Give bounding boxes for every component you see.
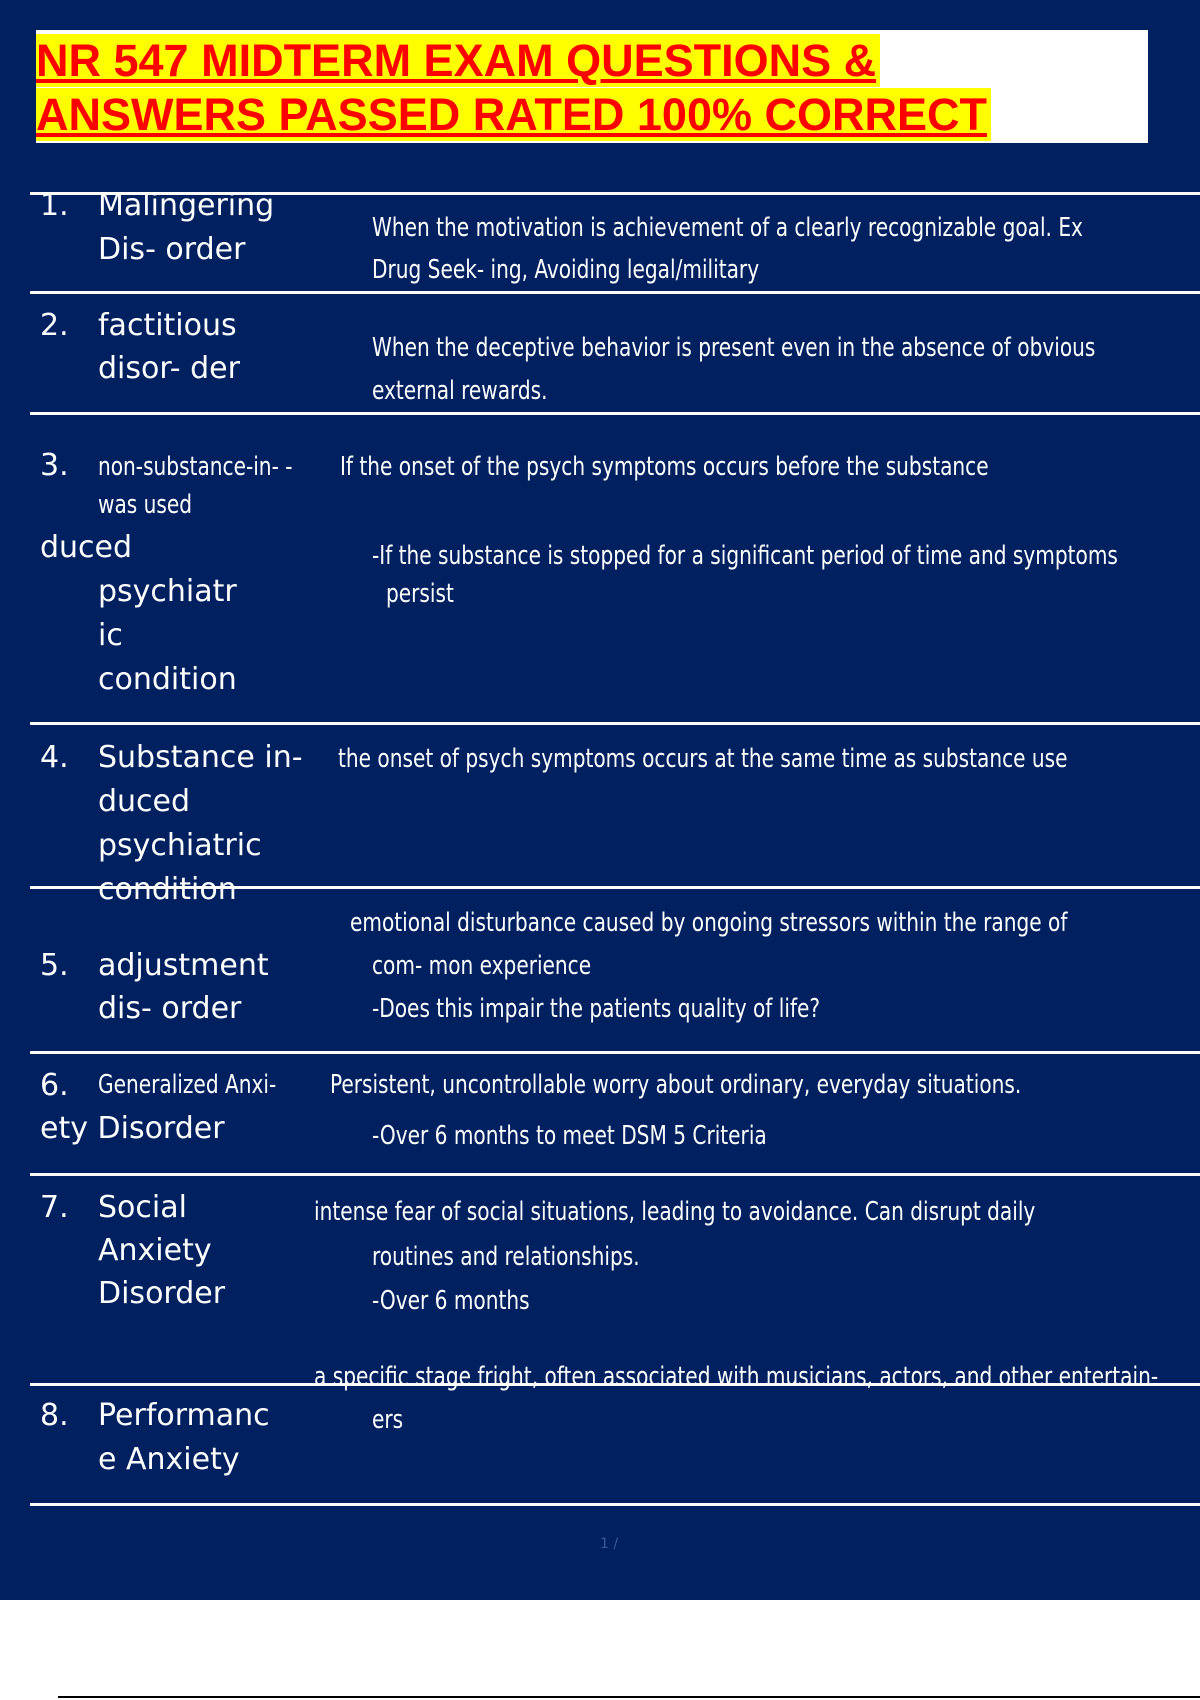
card-number: 3. — [40, 448, 69, 483]
card-definition: -Over 6 months — [372, 1286, 530, 1316]
divider — [30, 1173, 1200, 1176]
card-term: psychiatric — [98, 828, 262, 863]
card-definition: ers — [372, 1405, 404, 1435]
card-term: duced — [40, 530, 133, 565]
card-definition: persist — [386, 579, 454, 609]
card-definition: external rewards. — [372, 376, 548, 406]
card-number: 2. — [40, 308, 69, 343]
title-line-1: NR 547 MIDTERM EXAM QUESTIONS & — [36, 34, 880, 87]
card-definition: intense fear of social situations, leading to avoidance. Can disrupt daily — [314, 1197, 1036, 1227]
card-definition: a specific stage fright, often associated with musicians, actors, and other entertain- — [314, 1362, 1159, 1392]
card-term: e Anxiety — [98, 1442, 240, 1477]
page-number: 1 / — [600, 1536, 619, 1552]
card-definition: the onset of psych symptoms occurs at the same time as substance use — [338, 744, 1068, 774]
card-definition: -If the substance is stopped for a significant period of time and symptoms — [372, 541, 1118, 571]
divider — [30, 291, 1200, 294]
card-definition: emotional disturbance caused by ongoing stressors within the range of — [350, 908, 1068, 938]
card-definition: Drug Seek- ing, Avoiding legal/military — [372, 255, 760, 285]
divider — [30, 1503, 1200, 1506]
card-definition: Persistent, uncontrollable worry about ordinary, everyday situations. — [330, 1070, 1022, 1100]
card-term: ic — [98, 618, 123, 653]
card-term: adjustment — [98, 948, 269, 983]
card-definition: When the motivation is achievement of a clearly recognizable goal. Ex — [372, 213, 1083, 243]
title-line-2: ANSWERS PASSED RATED 100% CORRECT — [36, 88, 991, 141]
card-term: Dis- order — [98, 232, 246, 267]
card-term: psychiatr — [98, 574, 237, 609]
card-term: duced — [98, 784, 191, 819]
card-definition: -Over 6 months to meet DSM 5 Criteria — [372, 1121, 767, 1151]
divider — [30, 722, 1200, 725]
divider — [30, 412, 1200, 415]
card-term: non-substance-in- - — [98, 452, 293, 482]
card-definition: com- mon experience — [372, 951, 592, 981]
card-number: 6. — [40, 1068, 69, 1103]
card-term: factitious — [98, 308, 237, 343]
card-term: condition — [98, 872, 237, 907]
card-number: 1. — [40, 188, 69, 223]
card-term: Social — [98, 1190, 187, 1225]
card-term: Disorder — [98, 1276, 226, 1311]
card-definition: -Does this impair the patients quality of life? — [372, 994, 821, 1024]
title-banner — [36, 30, 1148, 143]
card-number: 8. — [40, 1398, 69, 1433]
card-term: disor- der — [98, 351, 240, 386]
card-term: Performanc — [98, 1398, 270, 1433]
card-number: 7. — [40, 1190, 69, 1225]
card-term: ety Disorder — [40, 1111, 225, 1146]
card-term: condition — [98, 662, 237, 697]
card-term: Anxiety — [98, 1233, 212, 1268]
card-term: Generalized Anxi- — [98, 1070, 277, 1100]
card-definition: When the deceptive behavior is present even in the absence of obvious — [372, 333, 1096, 363]
card-number: 4. — [40, 740, 69, 775]
card-term: Malingering — [98, 188, 275, 223]
card-definition: routines and relationships. — [372, 1242, 640, 1272]
card-term: Substance in- — [98, 740, 303, 775]
divider — [30, 1051, 1200, 1054]
card-definition: If the onset of the psych symptoms occurs before the substance — [340, 452, 989, 482]
card-number: 5. — [40, 948, 69, 983]
card-definition: was used — [98, 490, 193, 520]
card-term: dis- order — [98, 991, 242, 1026]
next-page-rule — [58, 1696, 1200, 1698]
